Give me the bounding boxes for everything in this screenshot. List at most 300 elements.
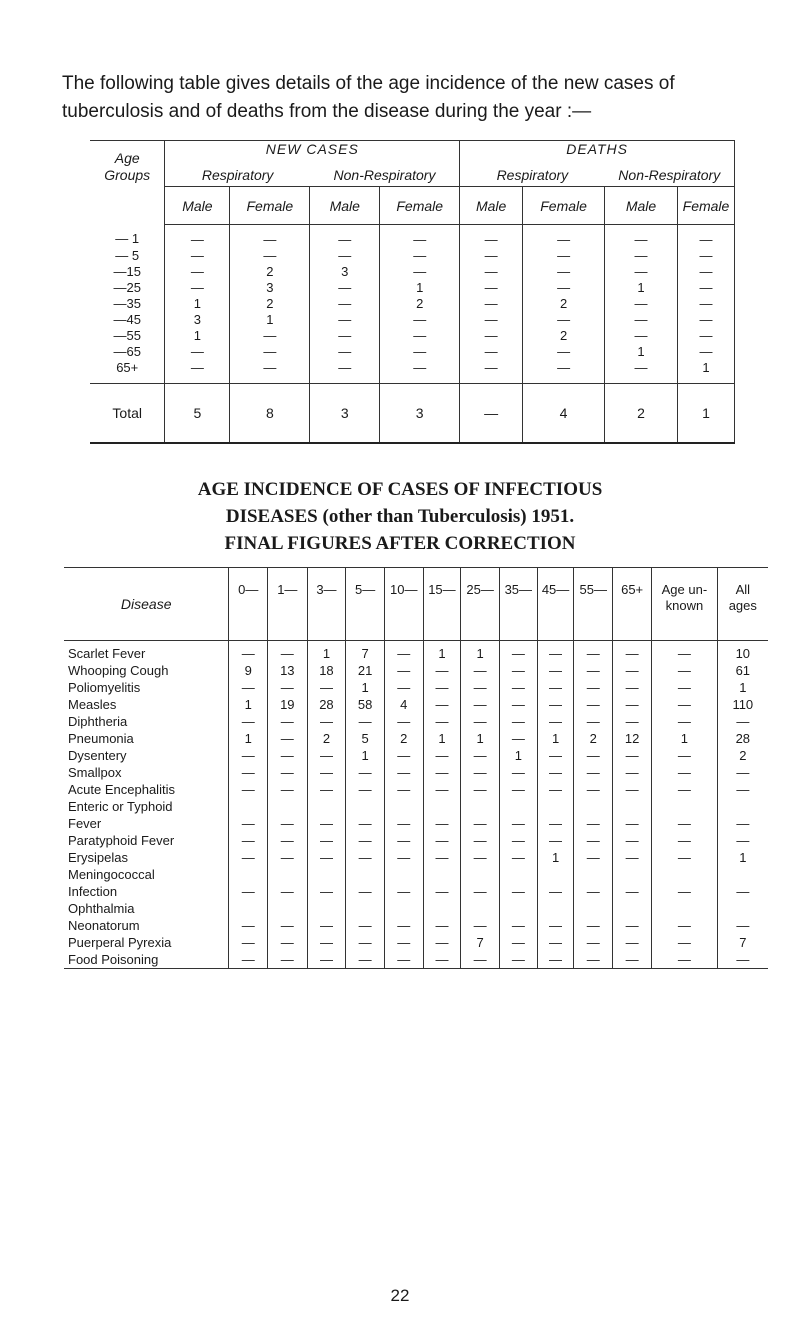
disease-count-cell: — <box>652 747 717 764</box>
disease-count-cell: — <box>423 849 461 866</box>
disease-count-cell: — <box>574 934 613 951</box>
tuberculosis-cell: — <box>230 247 310 263</box>
disease-count-cell: — <box>613 866 652 900</box>
disease-count-cell: — <box>268 900 308 934</box>
disease-count-cell: — <box>461 849 500 866</box>
disease-count-cell: 10 <box>717 641 768 663</box>
age-group-cell: —65 <box>90 343 165 359</box>
tuberculosis-cell: 1 <box>605 279 678 295</box>
disease-row <box>64 747 768 764</box>
spacer-cell <box>460 375 523 384</box>
disease-count-cell: — <box>499 730 537 747</box>
disease-count-cell: — <box>499 781 537 798</box>
disease-count-cell: — <box>461 781 500 798</box>
disease-count-cell: 1 <box>229 696 268 713</box>
tuberculosis-cell: — <box>605 247 678 263</box>
tuberculosis-row <box>90 343 735 359</box>
age-band-header: 0— <box>229 568 268 641</box>
tuberculosis-cell: — <box>523 311 605 327</box>
tuberculosis-cell: — <box>460 295 523 311</box>
disease-count-cell: — <box>229 747 268 764</box>
tuberculosis-row <box>90 279 735 295</box>
disease-count-cell: — <box>461 764 500 781</box>
disease-name-line: Erysipelas <box>68 850 128 865</box>
disease-name <box>64 713 229 730</box>
disease-count-cell: 7 <box>717 934 768 951</box>
female-header: Female <box>677 187 734 225</box>
disease-count-cell: — <box>574 696 613 713</box>
disease-count-cell: 1 <box>346 679 385 696</box>
infectious-diseases-table <box>64 567 768 969</box>
disease-count-cell: 13 <box>268 662 308 679</box>
tuberculosis-cell: — <box>677 311 734 327</box>
disease-count-cell: — <box>229 641 268 663</box>
disease-count-cell: 1 <box>229 730 268 747</box>
disease-count-cell: — <box>574 747 613 764</box>
disease-count-cell: — <box>229 900 268 934</box>
disease-count-cell: — <box>499 713 537 730</box>
total-cell: 3 <box>310 384 380 444</box>
infectious-header-row <box>64 568 768 641</box>
tuberculosis-cell: — <box>523 225 605 248</box>
disease-count-cell: — <box>461 662 500 679</box>
disease-count-cell: — <box>268 832 308 849</box>
tuberculosis-cell: — <box>460 327 523 343</box>
heading-line: FINAL FIGURES AFTER CORRECTION <box>224 533 576 554</box>
disease-count-cell: 2 <box>574 730 613 747</box>
disease-count-cell: — <box>461 696 500 713</box>
disease-count-cell: — <box>423 781 461 798</box>
disease-name <box>64 866 229 900</box>
spacer-cell <box>90 375 165 384</box>
spacer-cell <box>165 375 230 384</box>
tuberculosis-cell: — <box>605 263 678 279</box>
disease-count-cell: — <box>613 641 652 663</box>
disease-count-cell: — <box>346 849 385 866</box>
total-cell: 1 <box>677 384 734 444</box>
disease-count-cell: — <box>499 641 537 663</box>
tuberculosis-cell: — <box>523 247 605 263</box>
disease-count-cell: — <box>384 641 423 663</box>
disease-count-cell: — <box>229 679 268 696</box>
disease-count-cell: — <box>461 713 500 730</box>
total-cell: 2 <box>605 384 678 444</box>
disease-count-cell: — <box>499 798 537 832</box>
disease-name <box>64 730 229 747</box>
tuberculosis-row <box>90 327 735 343</box>
disease-count-cell: — <box>574 641 613 663</box>
disease-name-line: Poliomyelitis <box>68 680 141 695</box>
tuberculosis-cell: — <box>165 225 230 248</box>
age-band-header: 25— <box>461 568 500 641</box>
tuberculosis-cell: — <box>460 311 523 327</box>
disease-count-cell: — <box>652 849 717 866</box>
disease-count-cell: 1 <box>461 730 500 747</box>
tuberculosis-cell: 1 <box>605 343 678 359</box>
disease-count-cell: — <box>461 747 500 764</box>
disease-count-cell: — <box>461 798 500 832</box>
disease-name <box>64 696 229 713</box>
disease-count-cell: — <box>613 832 652 849</box>
tuberculosis-cell: — <box>165 279 230 295</box>
total-cell: 4 <box>523 384 605 444</box>
disease-count-cell: — <box>307 679 346 696</box>
disease-count-cell: — <box>613 798 652 832</box>
disease-count-cell: — <box>717 900 768 934</box>
tuberculosis-cell: — <box>460 225 523 248</box>
disease-count-cell: — <box>717 832 768 849</box>
tuberculosis-cell: — <box>230 343 310 359</box>
disease-count-cell: — <box>499 900 537 934</box>
tuberculosis-cell: — <box>523 279 605 295</box>
disease-row <box>64 713 768 730</box>
disease-name-line: Infection <box>68 884 118 899</box>
disease-count-cell: — <box>423 764 461 781</box>
tuberculosis-cell: — <box>380 343 460 359</box>
disease-count-cell: 7 <box>461 934 500 951</box>
disease-header: Disease <box>64 568 229 641</box>
age-unknown-header-line: Age un- <box>661 582 708 597</box>
tuberculosis-cell: — <box>523 359 605 375</box>
disease-name-line: Measles <box>68 697 117 712</box>
disease-count-cell: — <box>652 866 717 900</box>
age-unknown-header-line: known <box>665 598 704 613</box>
disease-name <box>64 764 229 781</box>
disease-count-cell: — <box>229 832 268 849</box>
disease-count-cell: — <box>384 662 423 679</box>
disease-count-cell: — <box>499 696 537 713</box>
disease-count-cell: — <box>652 764 717 781</box>
total-cell: 5 <box>165 384 230 444</box>
disease-count-cell: 1 <box>537 849 574 866</box>
all-ages-header <box>717 568 768 641</box>
disease-count-cell: — <box>423 747 461 764</box>
disease-count-cell: — <box>229 849 268 866</box>
tuberculosis-cell: — <box>165 247 230 263</box>
disease-count-cell: — <box>499 951 537 969</box>
disease-row <box>64 900 768 934</box>
tuberculosis-cell: — <box>310 327 380 343</box>
tuberculosis-cell: — <box>310 359 380 375</box>
disease-count-cell: — <box>537 764 574 781</box>
disease-count-cell: — <box>574 764 613 781</box>
disease-count-cell: — <box>717 764 768 781</box>
disease-row <box>64 730 768 747</box>
tuberculosis-cell: — <box>230 327 310 343</box>
disease-count-cell: — <box>717 951 768 969</box>
male-header: Male <box>605 187 678 225</box>
tuberculosis-row <box>90 295 735 311</box>
disease-count-cell: — <box>537 832 574 849</box>
disease-count-cell: 2 <box>307 730 346 747</box>
disease-count-cell: — <box>652 662 717 679</box>
disease-count-cell: — <box>346 764 385 781</box>
disease-count-cell: 28 <box>717 730 768 747</box>
disease-count-cell: — <box>717 713 768 730</box>
disease-count-cell: — <box>229 934 268 951</box>
sex-header-spacer <box>90 187 165 225</box>
disease-count-cell: — <box>613 900 652 934</box>
disease-count-cell: — <box>613 696 652 713</box>
disease-count-cell: — <box>423 900 461 934</box>
disease-count-cell: — <box>423 951 461 969</box>
disease-name-line: Food Poisoning <box>68 952 159 967</box>
disease-count-cell: 58 <box>346 696 385 713</box>
disease-name-line: Ophthalmia <box>68 901 135 916</box>
tuberculosis-cell: 2 <box>380 295 460 311</box>
disease-name <box>64 781 229 798</box>
tuberculosis-cell: — <box>677 327 734 343</box>
disease-count-cell: — <box>423 934 461 951</box>
disease-count-cell: — <box>307 747 346 764</box>
tuberculosis-cell: — <box>165 359 230 375</box>
disease-count-cell: — <box>537 781 574 798</box>
tuberculosis-cell: — <box>677 343 734 359</box>
disease-name-line: Diphtheria <box>68 714 128 729</box>
disease-count-cell: — <box>384 832 423 849</box>
tuberculosis-cell: — <box>380 311 460 327</box>
disease-count-cell: 7 <box>346 641 385 663</box>
total-cell: 3 <box>380 384 460 444</box>
disease-count-cell: 1 <box>717 679 768 696</box>
tuberculosis-cell: — <box>460 279 523 295</box>
disease-count-cell: — <box>652 781 717 798</box>
disease-count-cell: — <box>574 662 613 679</box>
disease-count-cell: — <box>652 713 717 730</box>
disease-count-cell: — <box>537 696 574 713</box>
tuberculosis-cell: 2 <box>523 295 605 311</box>
female-header: Female <box>523 187 605 225</box>
disease-count-cell: — <box>423 696 461 713</box>
disease-count-cell: — <box>346 866 385 900</box>
age-band-header: 5— <box>346 568 385 641</box>
disease-count-cell: — <box>384 713 423 730</box>
disease-count-cell: — <box>307 934 346 951</box>
tuberculosis-total-row <box>90 384 735 444</box>
age-group-cell: 65+ <box>90 359 165 375</box>
spacer-cell <box>230 375 310 384</box>
disease-count-cell: — <box>229 866 268 900</box>
page-number: 22 <box>390 1286 410 1305</box>
disease-count-cell: — <box>613 934 652 951</box>
disease-count-cell: — <box>384 747 423 764</box>
disease-name-line: Pneumonia <box>68 731 134 746</box>
disease-count-cell: — <box>537 934 574 951</box>
disease-count-cell: 4 <box>384 696 423 713</box>
tuberculosis-cell: — <box>380 263 460 279</box>
heading-line: AGE INCIDENCE OF CASES OF INFECTIOUS <box>197 479 603 500</box>
age-band-header: 55— <box>574 568 613 641</box>
disease-name-line: Puerperal Pyrexia <box>68 935 172 950</box>
disease-count-cell: — <box>613 849 652 866</box>
tuberculosis-cell: 1 <box>677 359 734 375</box>
disease-count-cell: — <box>613 662 652 679</box>
tuberculosis-row <box>90 311 735 327</box>
tuberculosis-row <box>90 247 735 263</box>
tuberculosis-cell: — <box>380 247 460 263</box>
tuberculosis-cell: — <box>380 327 460 343</box>
tuberculosis-table <box>90 140 735 444</box>
disease-count-cell: — <box>537 866 574 900</box>
disease-name <box>64 951 229 969</box>
disease-count-cell: — <box>537 900 574 934</box>
disease-count-cell: — <box>652 679 717 696</box>
tuberculosis-row <box>90 263 735 279</box>
disease-count-cell: 2 <box>717 747 768 764</box>
disease-count-cell: — <box>499 849 537 866</box>
tuberculosis-cell: 2 <box>523 327 605 343</box>
disease-count-cell: 21 <box>346 662 385 679</box>
disease-count-cell: — <box>423 866 461 900</box>
tuberculosis-cell: 1 <box>230 311 310 327</box>
disease-row <box>64 679 768 696</box>
disease-count-cell: — <box>613 747 652 764</box>
age-group-cell: — 5 <box>90 247 165 263</box>
disease-count-cell: — <box>613 679 652 696</box>
disease-name <box>64 747 229 764</box>
disease-count-cell: — <box>574 713 613 730</box>
disease-count-cell: — <box>537 641 574 663</box>
age-group-cell: —45 <box>90 311 165 327</box>
tuberculosis-cell: — <box>605 295 678 311</box>
disease-count-cell: 1 <box>307 641 346 663</box>
tuberculosis-cell: — <box>230 359 310 375</box>
disease-count-cell: — <box>307 900 346 934</box>
disease-count-cell: — <box>346 832 385 849</box>
disease-count-cell: — <box>574 951 613 969</box>
intro-paragraph: The following table gives details of the age incidence of the new cases of tuberculosis and of deaths from the disease during the year :— <box>62 73 675 122</box>
age-group-cell: —55 <box>90 327 165 343</box>
spacer-cell <box>677 375 734 384</box>
tuberculosis-cell: — <box>677 263 734 279</box>
total-label: Total <box>90 384 165 444</box>
disease-count-cell: — <box>461 679 500 696</box>
disease-count-cell: — <box>346 713 385 730</box>
tuberculosis-cell: — <box>310 225 380 248</box>
disease-count-cell: — <box>574 849 613 866</box>
disease-count-cell: — <box>268 951 308 969</box>
tuberculosis-cell: — <box>677 247 734 263</box>
tuberculosis-cell: 1 <box>165 295 230 311</box>
disease-count-cell: — <box>268 679 308 696</box>
disease-name <box>64 832 229 849</box>
disease-count-cell: — <box>346 798 385 832</box>
infectious-diseases-heading <box>0 476 800 557</box>
disease-count-cell: — <box>499 934 537 951</box>
male-header: Male <box>165 187 230 225</box>
tuberculosis-cell: — <box>310 295 380 311</box>
non-respiratory-header: Non-Respiratory <box>605 167 735 187</box>
disease-count-cell: — <box>613 713 652 730</box>
disease-row <box>64 849 768 866</box>
disease-count-cell: — <box>384 849 423 866</box>
disease-name-line: Acute Encephalitis <box>68 782 175 797</box>
disease-count-cell: 1 <box>423 641 461 663</box>
disease-count-cell: — <box>652 798 717 832</box>
disease-count-cell: — <box>423 832 461 849</box>
disease-count-cell: — <box>652 900 717 934</box>
disease-count-cell: — <box>652 934 717 951</box>
age-band-header: 1— <box>268 568 308 641</box>
disease-count-cell: — <box>613 781 652 798</box>
disease-row <box>64 951 768 969</box>
tuberculosis-cell: 3 <box>310 263 380 279</box>
tuberculosis-cell: — <box>605 359 678 375</box>
respiratory-header: Respiratory <box>201 166 274 183</box>
disease-count-cell: — <box>461 832 500 849</box>
disease-count-cell: 110 <box>717 696 768 713</box>
disease-count-cell: — <box>461 951 500 969</box>
disease-count-cell: — <box>574 900 613 934</box>
tuberculosis-cell: — <box>230 225 310 248</box>
disease-count-cell: — <box>229 764 268 781</box>
disease-count-cell: — <box>652 641 717 663</box>
tuberculosis-cell: 1 <box>380 279 460 295</box>
tuberculosis-cell: 1 <box>165 327 230 343</box>
disease-name <box>64 849 229 866</box>
disease-count-cell: 1 <box>499 747 537 764</box>
disease-count-cell: 18 <box>307 662 346 679</box>
disease-count-cell: — <box>461 866 500 900</box>
disease-count-cell: 61 <box>717 662 768 679</box>
disease-count-cell: 1 <box>537 730 574 747</box>
tuberculosis-cell: — <box>605 311 678 327</box>
disease-name-line: Paratyphoid Fever <box>68 833 175 848</box>
age-groups-label: Groups <box>104 166 151 183</box>
disease-count-cell: — <box>268 866 308 900</box>
spacer-cell <box>605 375 678 384</box>
disease-count-cell: — <box>307 866 346 900</box>
disease-row <box>64 832 768 849</box>
tuberculosis-cell: — <box>605 327 678 343</box>
disease-count-cell: — <box>537 951 574 969</box>
disease-count-cell: — <box>537 747 574 764</box>
disease-name <box>64 798 229 832</box>
all-ages-header-line: ages <box>728 598 757 613</box>
disease-count-cell: — <box>307 713 346 730</box>
disease-count-cell: — <box>268 798 308 832</box>
disease-count-cell: — <box>499 764 537 781</box>
disease-row <box>64 798 768 832</box>
disease-count-cell: 1 <box>717 849 768 866</box>
disease-count-cell: — <box>574 832 613 849</box>
tuberculosis-cell: 3 <box>230 279 310 295</box>
disease-count-cell: 28 <box>307 696 346 713</box>
total-cell: 8 <box>230 384 310 444</box>
infectious-table-body <box>64 641 768 969</box>
disease-count-cell: — <box>384 781 423 798</box>
disease-count-cell: — <box>717 866 768 900</box>
tuberculosis-cell: — <box>523 343 605 359</box>
spacer-cell <box>380 375 460 384</box>
male-header: Male <box>310 187 380 225</box>
disease-count-cell: — <box>307 849 346 866</box>
disease-row <box>64 662 768 679</box>
heading-line: DISEASES (other than Tuberculosis) 1951. <box>225 506 575 527</box>
disease-count-cell: — <box>307 832 346 849</box>
age-group-cell: —25 <box>90 279 165 295</box>
disease-count-cell: — <box>307 781 346 798</box>
tuberculosis-cell: — <box>310 247 380 263</box>
tuberculosis-cell: 2 <box>230 263 310 279</box>
disease-count-cell: — <box>384 679 423 696</box>
disease-count-cell: 12 <box>613 730 652 747</box>
disease-row <box>64 934 768 951</box>
disease-count-cell: — <box>423 713 461 730</box>
female-header: Female <box>230 187 310 225</box>
female-header: Female <box>380 187 460 225</box>
disease-name <box>64 662 229 679</box>
